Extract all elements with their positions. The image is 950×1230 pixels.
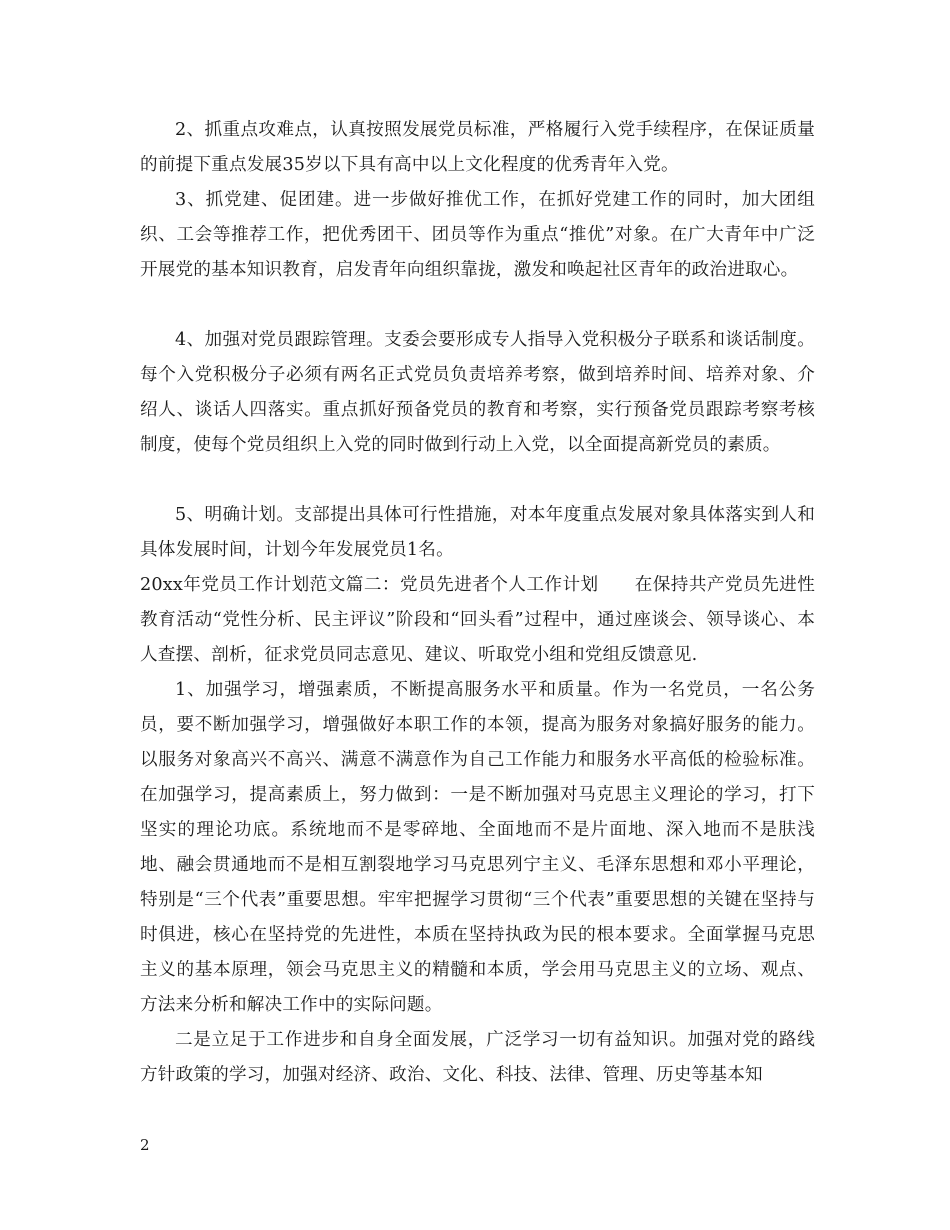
paragraph-point-4: 4、加强对党员跟踪管理。支委会要形成专人指导入党积极分子联系和谈话制度。每个入党积极分子必须有两名正式党员负责培养考察，做到培养时间、培养对象、介绍人、谈话人四落实。重点抓好预备党员的教育和考察，实行预备党员跟踪考察考核制度，使每个党员组织上入党的同时做到行动上入党，以全面提高新党员的素质。: [140, 330, 815, 455]
paragraph-point-5: 5、明确计划。支部提出具体可行性措施，对本年度重点发展对象具体落实到人和具体发展时间，计划今年发展党员1名。: [140, 505, 815, 560]
page-number: 2: [140, 1136, 150, 1154]
paragraph-continued: 二是立足于工作进步和自身全面发展，广泛学习一切有益知识。加强对党的路线方针政策的学习，加强对经济、政治、文化、科技、法律、管理、历史等基本知: [140, 1030, 815, 1085]
paragraph-point-3: 3、抓党建、促团建。进一步做好推优工作，在抓好党建工作的同时，加大团组织、工会等推荐工作，把优秀团干、团员等作为重点“推优”对象。在广大青年中广泛开展党的基本知识教育，启发青年向组织靠拢，激发和唤起社区青年的政治进取心。: [140, 190, 815, 280]
section-heading-paragraph: 20xx年党员工作计划范文篇二：党员先进者个人工作计划 在保持共产党员先进性教育活动“党性分析、民主评议”阶段和“回头看”过程中，通过座谈会、领导谈心、本人查摆、剖析，征求党员同志意见、建议、听取党小组和党组反馈意见.: [140, 575, 815, 665]
paragraph-learning: 1、加强学习，增强素质，不断提高服务水平和质量。作为一名党员，一名公务员，要不断加强学习，增强做好本职工作的本领，提高为服务对象搞好服务的能力。以服务对象高兴不高兴、满意不满意作为自己工作能力和服务水平高低的检验标准。在加强学习，提高素质上，努力做到：一是不断加强对马克思主义理论的学习，打下坚实的理论功底。系统地而不是零碎地、全面地而不是片面地、深入地而不是肤浅地、融会贯通地而不是相互割裂地学习马克思列宁主义、毛泽东思想和邓小平理论，特别是“三个代表”重要思想。牢牢把握学习贯彻“三个代表”重要思想的关键在坚持与时俱进，核心在坚持党的先进性，本质在坚持执政为民的根本要求。全面掌握马克思主义的基本原理，领会马克思主义的精髓和本质，学会用马克思主义的立场、观点、方法来分析和解决工作中的实际问题。: [140, 680, 815, 1015]
paragraph-point-2: 2、抓重点攻难点，认真按照发展党员标准，严格履行入党手续程序，在保证质量的前提下重点发展35岁以下具有高中以上文化程度的优秀青年入党。: [140, 120, 815, 175]
